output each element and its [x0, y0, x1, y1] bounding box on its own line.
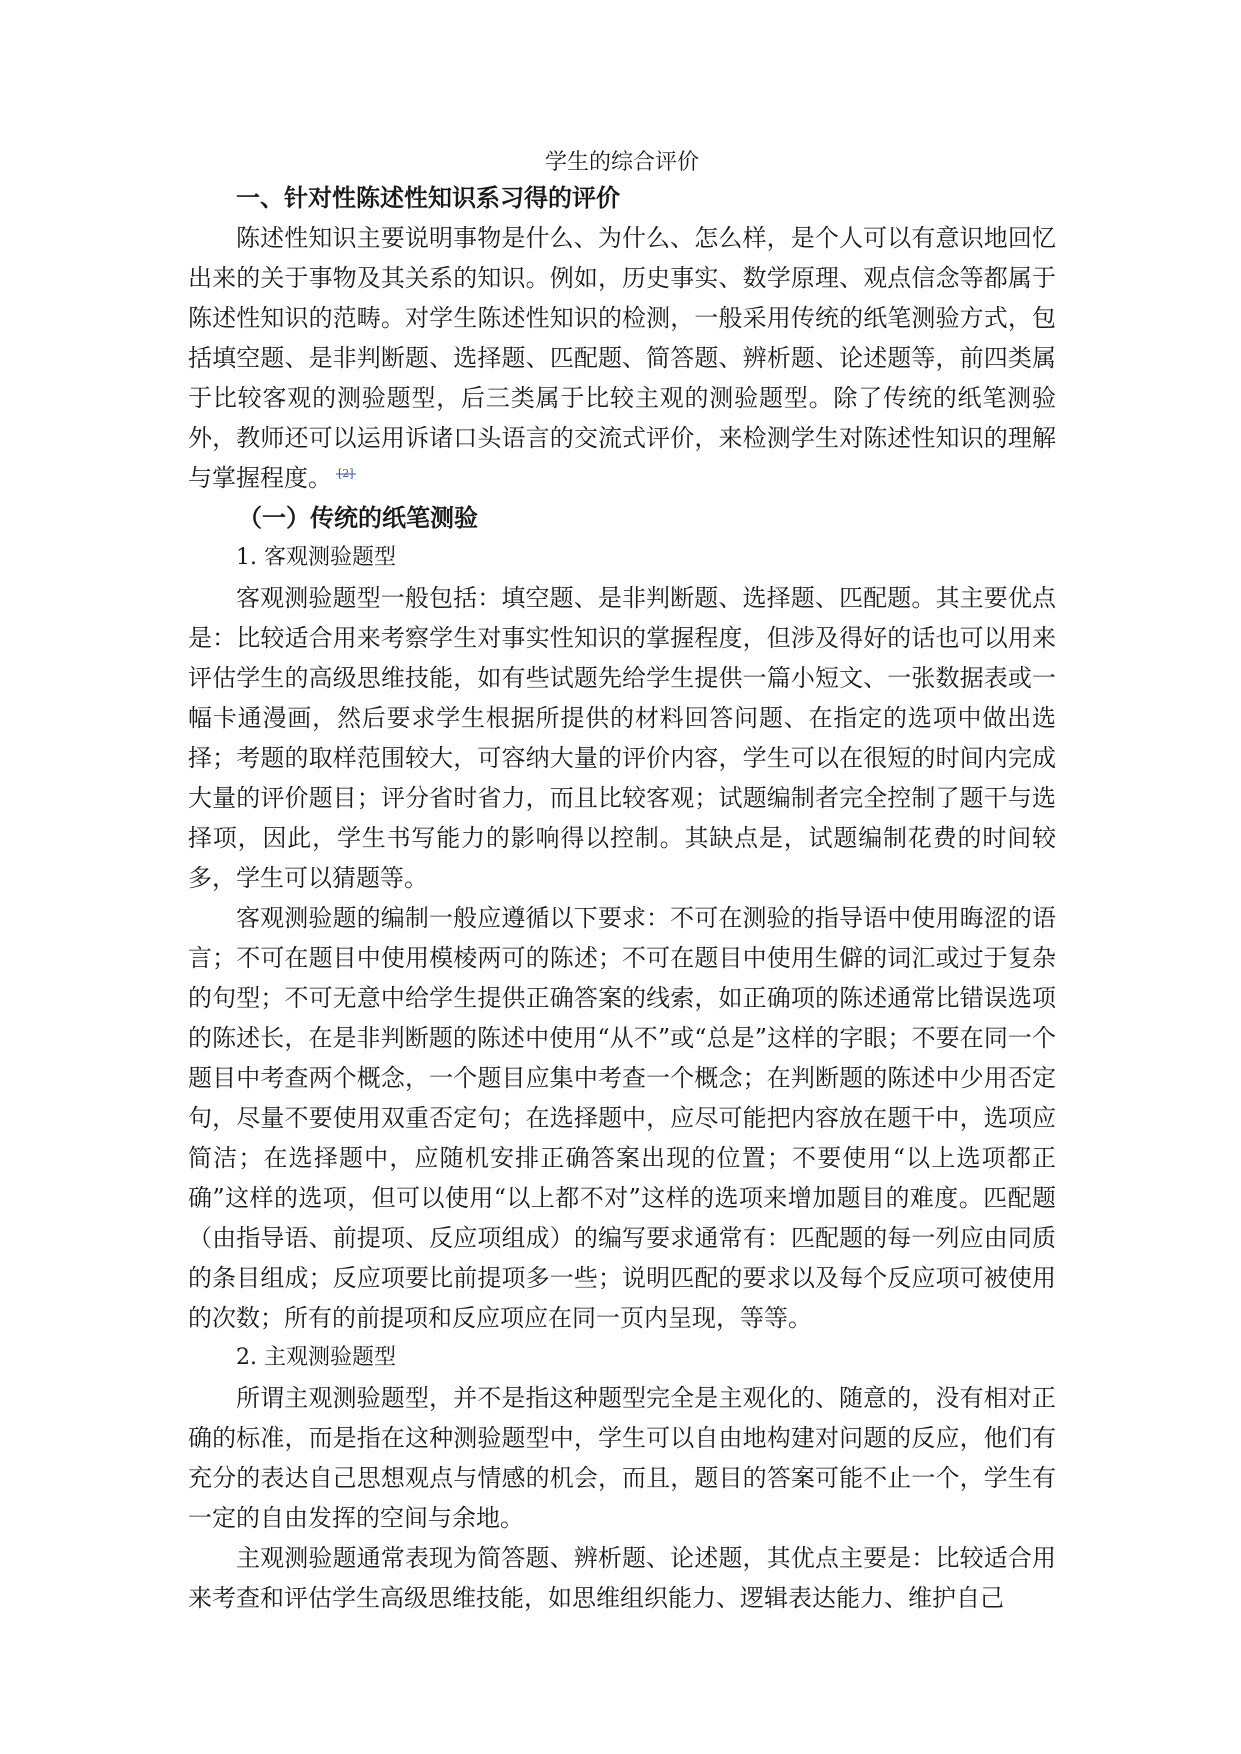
paragraph-text: 陈述性知识主要说明事物是什么、为什么、怎么样，是个人可以有意识地回忆出来的关于事物及其关系的知识。例如，历史事实、数学原理、观点信念等都属于陈述性知识的范畴。对学生陈述性知识的检测，一般采用传统的纸笔测验方式，包括填空题、是非判断题、选择题、匹配题、简答题、辨析题、论述题等，前四类属于比较客观的测验题型，后三类属于比较主观的测验题型。除了传统的纸笔测验外，教师还可以运用诉诸口头语言的交流式评价，来检测学生对陈述性知识的理解与掌握程度。	[188, 224, 1056, 492]
subjective-paragraph-2: 主观测验题通常表现为简答题、辨析题、论述题，其优点主要是：比较适合用来考查和评估学生高级思维技能，如思维组织能力、逻辑表达能力、维护自己	[188, 1544, 1056, 1612]
document-title: 学生的综合评价	[544, 150, 699, 175]
section-heading: 一、针对性陈述性知识系习得的评价	[236, 184, 620, 212]
objective-paragraph-1: 客观测验题型一般包括：填空题、是非判断题、选择题、匹配题。其主要优点是：比较适合用来考察学生对事实性知识的掌握程度，但涉及得好的话也可以用来评估学生的高级思维技能，如有些试题先给学生提供一篇小短文、一张数据表或一幅卡通漫画，然后要求学生根据所提供的材料回答问题、在指定的选项中做出选择；考题的取样范围较大，可容纳大量的评价内容，学生可以在很短的时间内完成大量的评价题目；评分省时省力，而且比较客观；试题编制者完全控制了题干与选择项，因此，学生书写能力的影响得以控制。其缺点是，试题编制花费的时间较多，学生可以猜题等。	[188, 584, 1056, 892]
item-title-subjective: 2. 主观测验题型	[236, 1345, 396, 1370]
document-page	[188, 148, 1056, 1618]
subjective-paragraph-1: 所谓主观测验题型，并不是指这种题型完全是主观化的、随意的，没有相对正确的标准，而是指在这种测验题型中，学生可以自由地构建对问题的反应，他们有充分的表达自己思想观点与情感的机会，而且，题目的答案可能不止一个，学生有一定的自由发挥的空间与余地。	[188, 1384, 1056, 1532]
subsection-heading: （一）传统的纸笔测验	[238, 504, 478, 532]
citation-link[interactable]: [2]	[338, 467, 354, 480]
item-title-objective: 1. 客观测验题型	[236, 545, 396, 570]
section-intro-paragraph	[188, 218, 1056, 498]
objective-paragraph-2: 客观测验题的编制一般应遵循以下要求：不可在测验的指导语中使用晦涩的语言；不可在题目中使用模棱两可的陈述；不可在题目中使用生僻的词汇或过于复杂的句型；不可无意中给学生提供正确答案的线索，如正确项的陈述通常比错误选项的陈述长，在是非判断题的陈述中使用“从不”或“总是”这样的字眼；不要在同一个题目中考查两个概念，一个题目应集中考查一个概念；在判断题的陈述中少用否定句，尽量不要使用双重否定句；在选择题中，应尽可能把内容放在题干中，选项应简洁；在选择题中，应随机安排正确答案出现的位置；不要使用“以上选项都正确”这样的选项，但可以使用“以上都不对”这样的选项来增加题目的难度。匹配题（由指导语、前提项、反应项组成）的编写要求通常有：匹配题的每一列应由同质的条目组成；反应项要比前提项多一些；说明匹配的要求以及每个反应项可被使用的次数；所有的前提项和反应项应在同一页内呈现，等等。	[188, 904, 1056, 1332]
